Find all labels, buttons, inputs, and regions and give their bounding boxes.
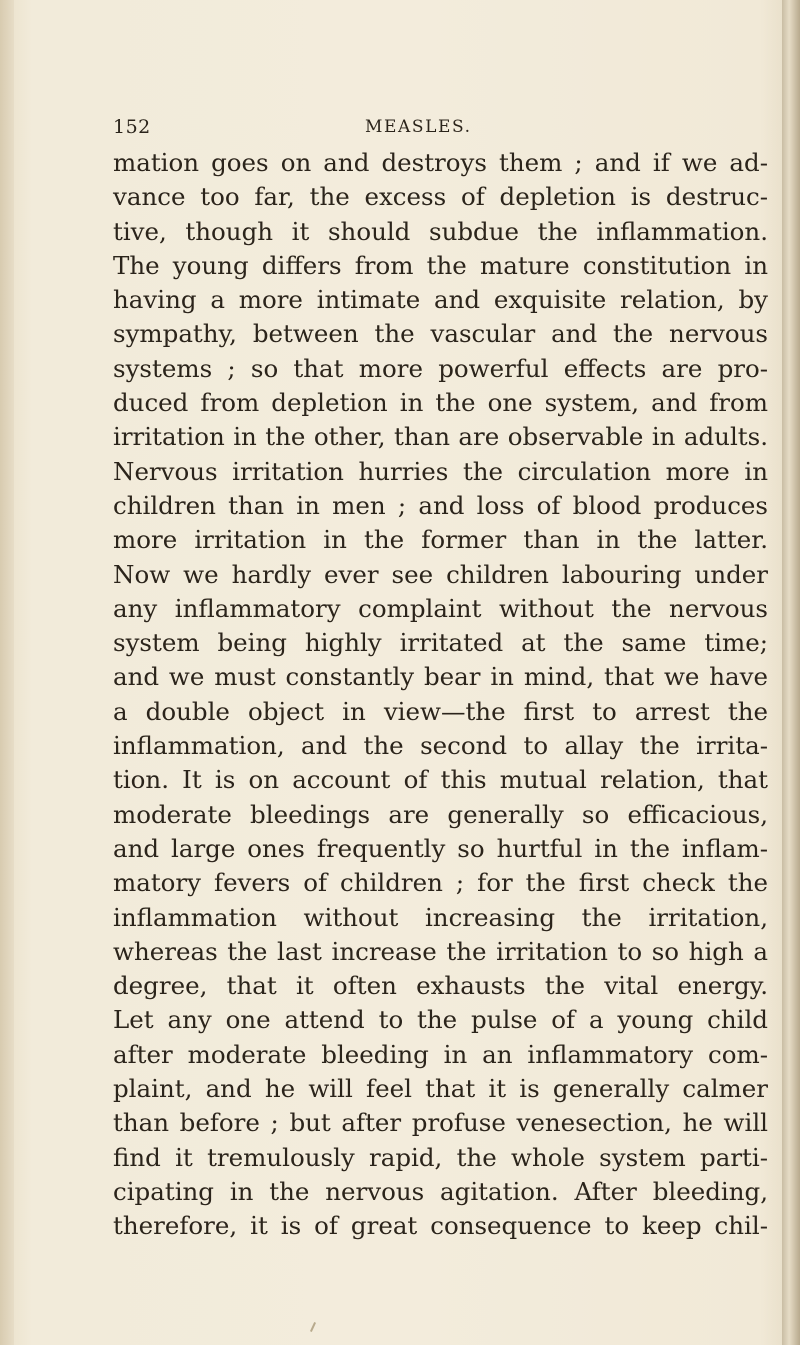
- text-line: matory fevers of children ; for the first check the: [113, 868, 768, 898]
- text-line: system being highly irritated at the same time;: [113, 628, 768, 658]
- body-text: [113, 146, 768, 1244]
- page-number: 152: [113, 116, 151, 138]
- text-line: a double object in view—the first to arrest the: [113, 696, 768, 726]
- text-line: any inflammatory complaint without the nervous: [113, 593, 768, 623]
- running-title: MEASLES.: [365, 117, 472, 137]
- text-line: plaint, and he will feel that it is generally calmer: [113, 1074, 768, 1104]
- page-header: [113, 116, 763, 144]
- text-line: tive, though it should subdue the inflammation.: [113, 216, 768, 246]
- text-line: systems ; so that more powerful effects are pro-: [113, 353, 768, 383]
- text-line: duced from depletion in the one system, and from: [113, 388, 768, 418]
- page-right-edge: [782, 0, 800, 1345]
- text-line: vance too far, the excess of depletion is destruc-: [113, 182, 768, 212]
- text-line: and large ones frequently so hurtful in the inflam-: [113, 833, 768, 863]
- text-line: tion. It is on account of this mutual relation, that: [113, 765, 768, 795]
- text-line: mation goes on and destroys them ; and if we ad-: [113, 148, 768, 177]
- text-line: inflammation, and the second to allay the irrita-: [113, 731, 768, 761]
- text-line: cipating in the nervous agitation. After bleeding,: [113, 1176, 768, 1206]
- text-line: whereas the last increase the irritation to so high a: [113, 936, 768, 966]
- page-left-edge: [0, 0, 14, 1345]
- text-line: children than in men ; and loss of blood produces: [113, 490, 768, 520]
- paper-mark: [310, 1322, 316, 1332]
- text-line: having a more intimate and exquisite relation, by: [113, 285, 768, 315]
- text-line: moderate bleedings are generally so efficacious,: [113, 799, 768, 829]
- text-line: The young differs from the mature constitution in: [113, 250, 768, 280]
- text-line: and we must constantly bear in mind, that we have: [113, 662, 768, 692]
- text-line: than before ; but after profuse venesection, he will: [113, 1108, 768, 1138]
- text-line: sympathy, between the vascular and the nervous: [113, 319, 768, 349]
- text-line: more irritation in the former than in the latter.: [113, 525, 768, 555]
- text-line: inflammation without increasing the irritation,: [113, 902, 768, 932]
- text-line: therefore, it is of great consequence to keep chil-: [113, 1211, 768, 1241]
- text-line: Let any one attend to the pulse of a young child: [113, 1005, 768, 1035]
- text-line: after moderate bleeding in an inflammatory com-: [113, 1039, 768, 1069]
- text-line: Now we hardly ever see children labouring under: [113, 559, 768, 589]
- text-line: irritation in the other, than are observable in adults.: [113, 422, 768, 452]
- text-line: find it tremulously rapid, the whole system parti-: [113, 1142, 768, 1172]
- text-line: degree, that it often exhausts the vital energy.: [113, 971, 768, 1001]
- text-line: Nervous irritation hurries the circulation more in: [113, 456, 768, 486]
